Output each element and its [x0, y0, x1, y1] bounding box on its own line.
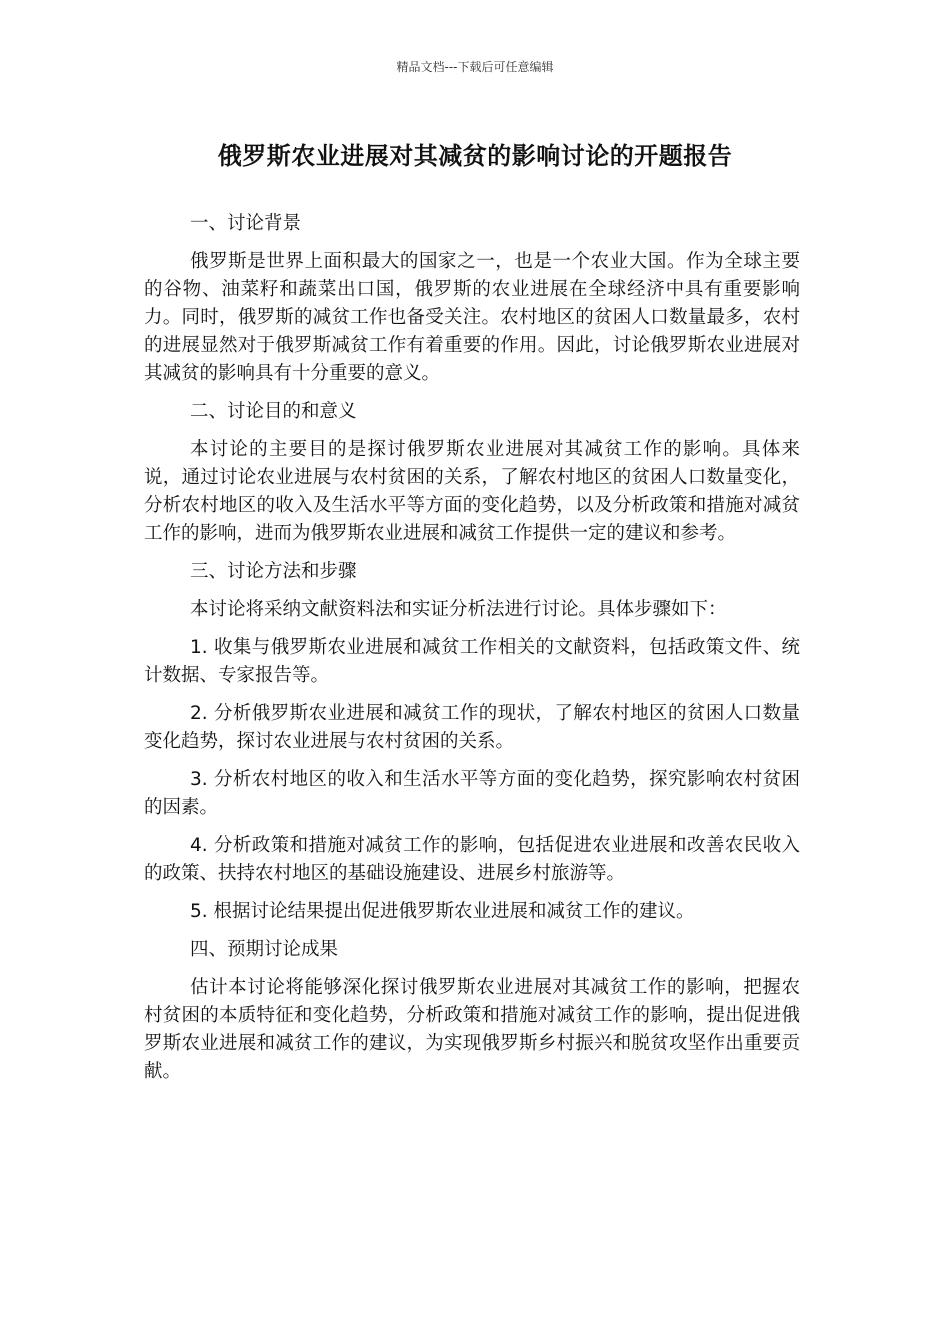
section-heading-background: 一、讨论背景 — [190, 213, 302, 234]
page-header-note: 精品文档---下载后可任意编辑 — [396, 60, 554, 74]
method-step-5: 5. 根据讨论结果提出促进俄罗斯农业进展和减贫工作的建议。 — [190, 901, 695, 922]
method-step-2: 2. 分析俄罗斯农业进展和减贫工作的现状，了解农村地区的贫困人口数量变化趋势，探讨农业进展与农村贫困的关系。 — [144, 703, 800, 752]
method-step-4: 4. 分析政策和措施对减贫工作的影响，包括促进农业进展和改善农民收入的政策、扶持农村地区的基础设施建设、进展乡村旅游等。 — [144, 835, 800, 884]
document-body — [144, 210, 800, 1096]
section-heading-expected-results: 四、预期讨论成果 — [190, 939, 339, 960]
method-step-1: 1. 收集与俄罗斯农业进展和减贫工作相关的文献资料，包括政策文件、统计数据、专家报告等。 — [144, 637, 800, 686]
paragraph-expected-results: 估计本讨论将能够深化探讨俄罗斯农业进展对其减贫工作的影响，把握农村贫困的本质特征和变化趋势，分析政策和措施对减贫工作的影响，提出促进俄罗斯农业进展和减贫工作的建议，为实现俄罗斯乡村振兴和脱贫攻坚作出重要贡献。 — [144, 977, 800, 1082]
paragraph-background: 俄罗斯是世界上面积最大的国家之一，也是一个农业大国。作为全球主要的谷物、油菜籽和蔬菜出口国，俄罗斯的农业进展在全球经济中具有重要影响力。同时，俄罗斯的减贫工作也备受关注。农村地区的贫困人口数量最多，农村的进展显然对于俄罗斯减贫工作有着重要的作用。因此，讨论俄罗斯农业进展对其减贫的影响具有十分重要的意义。 — [144, 251, 800, 384]
paragraph-method-intro: 本讨论将采纳文献资料法和实证分析法进行讨论。具体步骤如下： — [190, 599, 727, 620]
paragraph-purpose: 本讨论的主要目的是探讨俄罗斯农业进展对其减贫工作的影响。具体来说，通过讨论农业进展与农村贫困的关系，了解农村地区的贫困人口数量变化，分析农村地区的收入及生活水平等方面的变化趋势，以及分析政策和措施对减贫工作的影响，进而为俄罗斯农业进展和减贫工作提供一定的建议和参考。 — [144, 439, 800, 544]
document-title: 俄罗斯农业进展对其减贫的影响讨论的开题报告 — [217, 142, 733, 170]
method-step-3: 3. 分析农村地区的收入和生活水平等方面的变化趋势，探究影响农村贫困的因素。 — [144, 769, 800, 818]
section-heading-purpose: 二、讨论目的和意义 — [190, 401, 357, 422]
section-heading-method: 三、讨论方法和步骤 — [190, 561, 357, 582]
